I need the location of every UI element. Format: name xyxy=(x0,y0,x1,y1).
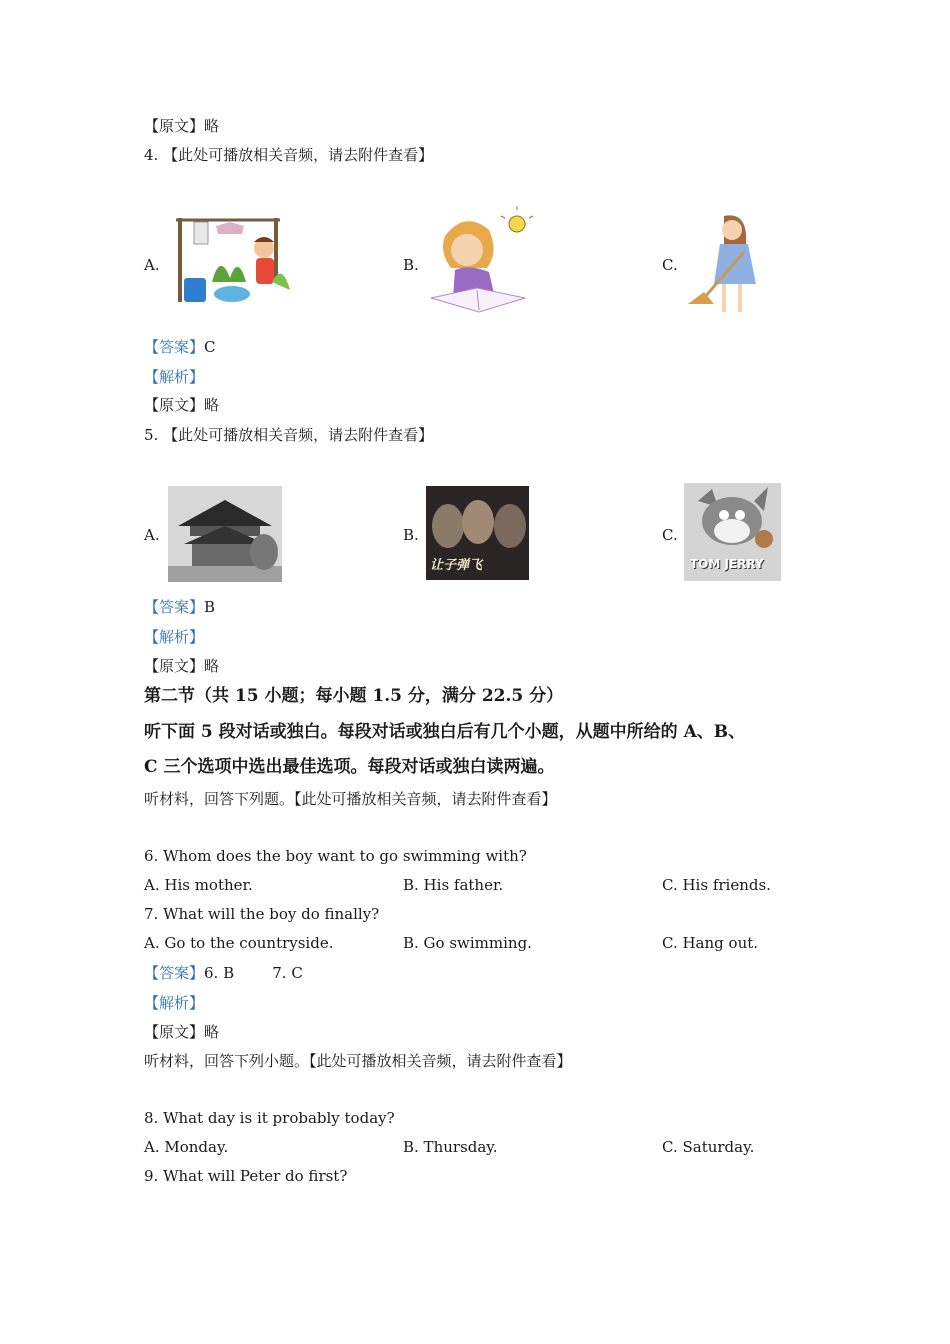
q8-option-b: B. Thursday. xyxy=(403,1138,498,1156)
q7-option-a: A. Go to the countryside. xyxy=(144,934,334,952)
q5-image-c-tom-and-jerry xyxy=(684,483,781,581)
q6-option-c: C. His friends. xyxy=(662,876,771,894)
q4-image-a-hanging-laundry xyxy=(172,212,294,314)
question-4-prompt: 4. 【此处可播放相关音频，请去附件查看】 xyxy=(144,146,434,164)
original-text-line: 【原文】略 xyxy=(144,117,220,135)
group-1-answer-value: 6. B 7. C xyxy=(204,964,303,982)
question-8: 8. What day is it probably today? xyxy=(144,1109,395,1127)
group-1-original-text: 【原文】略 xyxy=(144,1023,220,1041)
q4-image-b-girl-reading xyxy=(425,206,535,318)
q6-option-a: A. His mother. xyxy=(144,876,253,894)
q7-option-b: B. Go swimming. xyxy=(403,934,532,952)
q4-original-text: 【原文】略 xyxy=(144,396,220,414)
answer-tag: 【答案】 xyxy=(144,964,205,982)
question-9: 9. What will Peter do first? xyxy=(144,1167,348,1185)
q4-option-b-label: B. xyxy=(403,256,419,274)
q4-answer xyxy=(144,337,216,357)
q4-answer-value: C xyxy=(204,338,216,356)
section-2-heading: 第二节（共 15 小题；每小题 1.5 分，满分 22.5 分） xyxy=(144,686,564,706)
q4-image-c-girl-sweeping xyxy=(684,212,772,316)
q5-image-b-movie-poster xyxy=(426,486,529,580)
q5-answer-value: B xyxy=(204,598,216,616)
q5-original-text: 【原文】略 xyxy=(144,657,220,675)
q5-option-a-label: A. xyxy=(144,526,160,544)
question-5-prompt: 5. 【此处可播放相关音频，请去附件查看】 xyxy=(144,426,434,444)
group-1-intro: 听材料，回答下列题。【此处可播放相关音频，请去附件查看】 xyxy=(144,790,557,808)
q4-option-c-label: C. xyxy=(662,256,678,274)
q8-option-c: C. Saturday. xyxy=(662,1138,755,1156)
group-1-analysis-tag: 【解析】 xyxy=(144,994,205,1012)
group-1-answer xyxy=(144,963,303,983)
q5-poster-caption: 让子弹飞 xyxy=(430,558,483,573)
q5-cartoon-caption: TOM JERRY xyxy=(690,557,764,571)
answer-tag: 【答案】 xyxy=(144,598,205,616)
q8-option-a: A. Monday. xyxy=(144,1138,229,1156)
q4-analysis-tag: 【解析】 xyxy=(144,368,205,386)
q5-answer xyxy=(144,597,215,617)
question-7: 7. What will the boy do finally? xyxy=(144,905,380,923)
answer-tag: 【答案】 xyxy=(144,338,205,356)
q5-image-a-palace-photo xyxy=(168,486,282,582)
section-2-instruction-line-2: C 三个选项中选出最佳选项。每段对话或独白读两遍。 xyxy=(144,757,555,777)
group-2-intro: 听材料，回答下列小题。【此处可播放相关音频，请去附件查看】 xyxy=(144,1052,572,1070)
q6-option-b: B. His father. xyxy=(403,876,504,894)
q5-option-c-label: C. xyxy=(662,526,678,544)
q4-option-a-label: A. xyxy=(144,256,160,274)
q5-option-b-label: B. xyxy=(403,526,419,544)
question-6: 6. Whom does the boy want to go swimming with? xyxy=(144,847,527,865)
q7-option-c: C. Hang out. xyxy=(662,934,759,952)
section-2-instruction-line-1: 听下面 5 段对话或独白。每段对话或独白后有几个小题，从题中所给的 A、B、 xyxy=(144,722,746,742)
q5-analysis-tag: 【解析】 xyxy=(144,628,205,646)
